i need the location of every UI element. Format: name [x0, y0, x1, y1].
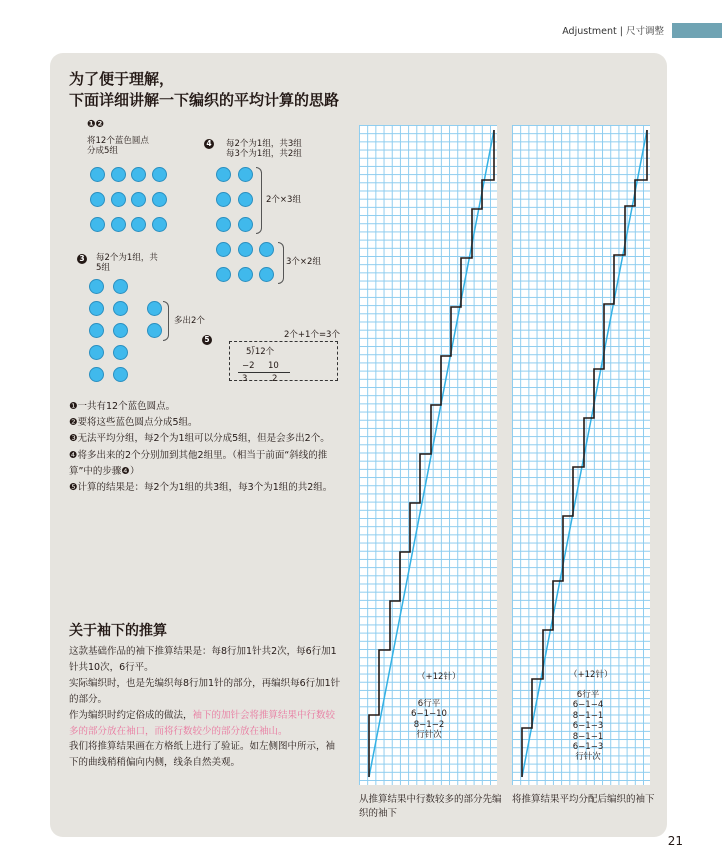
brace-2x3	[256, 167, 262, 234]
blue-dot	[152, 192, 167, 207]
section-title: 关于袖下的推算	[69, 623, 167, 639]
blue-dot	[111, 217, 126, 232]
header-label: Adjustment | 尺寸调整	[562, 26, 664, 37]
page-number: 21	[667, 834, 683, 848]
blue-dot	[131, 192, 146, 207]
note-4: ❹将多出来的2个分别加到其他2组里。（相当于前面“斜线的推算”中的步骤❹）	[69, 449, 328, 477]
brace-2x3-label: 2个×3组	[266, 195, 301, 205]
extra-label: 多出2个	[174, 316, 205, 326]
grid-diagram-left	[359, 125, 497, 785]
blue-dot	[131, 167, 146, 182]
step-3-label: 每2个为1组，共 5组	[96, 253, 158, 273]
header-accent-bar	[672, 23, 722, 38]
step-4-label: 每2个为1组，共3组 每3个为1组，共2组	[226, 139, 302, 159]
blue-dot	[131, 217, 146, 232]
note-2: ❷要将这些蓝色圆点分成5组。	[69, 417, 198, 429]
division-remainder: 2	[272, 374, 278, 384]
note-1: ❶一共有12个蓝色圆点。	[69, 401, 176, 412]
step-1-2-badge: ❶❷	[87, 119, 104, 130]
blue-dot	[152, 217, 167, 232]
note-3: ❸无法平均分组，每2个为1组可以分成5组，但是会多出2个。	[69, 433, 330, 445]
step-3-badge: 3	[77, 254, 87, 264]
right-result: 6行平 6−1−4 8−1−1 6−1−3 8−1−1 6−1−3 行针次	[572, 690, 604, 763]
blue-dot	[90, 217, 105, 232]
grid-diagram-right	[512, 125, 650, 785]
brace-3x2	[278, 242, 284, 284]
division-minus: −2	[242, 361, 255, 371]
blue-dot	[111, 167, 126, 182]
step-4-badge: 4	[204, 139, 214, 149]
step-1-label: 将12个蓝色圆点 分成5组	[87, 136, 149, 156]
step-5-badge: 5	[202, 335, 212, 345]
right-caption: 将推算结果平均分配后编织的袖下	[512, 794, 655, 805]
division-divisor: 5⟌12个	[246, 347, 275, 357]
brace-3x2-label: 3个×2组	[286, 257, 321, 267]
right-plus-label: （+12针）	[569, 670, 613, 680]
section-body: 这款基础作品的袖下推算结果是：每8行加1针共2次，每6行加1针共10次，6行平。 实际编织时，也是先编织每8行加1针的部分，再编织每6行加1针的部分。 作为编织时约定俗成的做法，袖下的加针会将推算结果中行数较多的部分放在袖口，而将行数较少的部分放在袖山。 我们将推算结果画在方格纸上进行了验证。如左侧图中所示，袖下的曲线稍稍偏向内侧，线条自然美观。	[69, 646, 341, 769]
left-result: 6行平 6−1−10 8−1−2 行针次	[411, 699, 447, 741]
division-quotient: 3	[242, 374, 248, 384]
blue-dot	[90, 167, 105, 182]
note-5: ❺计算的结果是：每2个为1组的共3组，每3个为1组的共2组。	[69, 482, 333, 494]
left-plus-label: （+12针）	[417, 672, 461, 682]
page-title: 为了便于理解， 下面详细讲解一下编织的平均计算的思路	[69, 70, 340, 109]
explanation-notes	[69, 399, 341, 496]
division-top: 2个+1个=3个	[284, 330, 340, 340]
division-rule	[238, 372, 290, 373]
left-caption: 从推算结果中行数较多的部分先编织的袖下	[359, 794, 502, 819]
blue-dot	[111, 192, 126, 207]
blue-dot	[152, 167, 167, 182]
brace-extra	[163, 301, 169, 341]
blue-dot	[90, 192, 105, 207]
division-ten: 10	[268, 361, 279, 371]
